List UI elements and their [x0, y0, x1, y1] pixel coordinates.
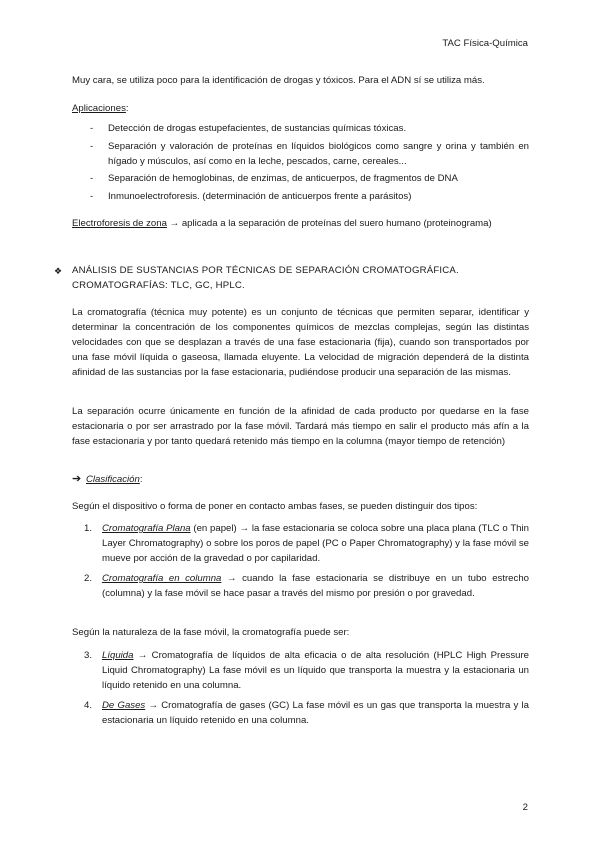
cromatografia-paragraph-1: La cromatografía (técnica muy potente) es un conjunto de técnicas que permiten separar, identificar y determinar la concentración de los componentes químicos de mezclas complejas, según las distintas velocidades con que se desplazan a través de una fase estacionaria (fija), cuando son transportados por una fase móvil líquida o gaseosa, llamada eluyente. La velocidad de migración dependerá de la distinta afinidad de las sustancias por la fase estacionaria, pudiéndose producir una separación de las mismas. [72, 307, 529, 378]
list-number: 3. [84, 650, 93, 661]
cromatografia-paragraph-2: La separación ocurre únicamente en función de la afinidad de cada producto por quedarse en la fase estacionaria o por ser arrastrado por la fase móvil. Tardará más tiempo en salir el producto más afín a la fase estacionaria y por tanto quedará retenido más tiempo en la columna (mayor tiempo de retención) [72, 406, 529, 447]
list-item-term: Cromatografía Plana [102, 523, 191, 534]
intro-dispositivo: Según el dispositivo o forma de poner en contacto ambas fases, se pueden distinguir dos tipos: [72, 501, 478, 512]
intro-paragraph: Muy cara, se utiliza poco para la identificación de drogas y tóxicos. Para el ADN sí se utiliza más. [72, 75, 485, 86]
aplicaciones-heading: Aplicaciones: [72, 103, 129, 114]
list-item-term: Líquida [102, 650, 134, 661]
section-title: ANÁLISIS DE SUSTANCIAS POR TÉCNICAS DE SEPARACIÓN CROMATOGRÁFICA. CROMATOGRAFÍAS: TLC, GC, HPLC. [72, 265, 459, 291]
aplicaciones-label: Aplicaciones [72, 103, 126, 114]
electroforesis-paragraph: Electroforesis de zona → aplicada a la separación de proteínas del suero humano (proteinograma) [72, 218, 492, 229]
diamond-bullet-icon: ❖ [54, 266, 63, 276]
list-item: Líquida → Cromatografía de líquidos de alta eficacia o de alta resolución (HPLC High Pressure Liquid Chromatography) La fase móvil es un líquido que transporta la muestra y la estacionaria un líquido retenido en una columna. [102, 650, 529, 691]
bullet-marker: - [90, 123, 94, 134]
page-header: TAC Física-Química [442, 38, 528, 49]
list-item: Cromatografía Plana (en papel) → la fase estacionaria se coloca sobre una placa plana (TLC o Thin Layer Chromatography) o sobre los poros de papel (PC o Paper Chromatography) y la fase móvil se mueve por acción de la gravedad o por capilaridad. [102, 523, 529, 564]
list-number: 4. [84, 700, 93, 711]
bullet-marker: - [90, 191, 94, 202]
electroforesis-term: Electroforesis de zona [72, 218, 167, 229]
arrow-right-icon: ➔ [72, 473, 82, 485]
intro-naturaleza: Según la naturaleza de la fase móvil, la cromatografía puede ser: [72, 627, 350, 638]
list-item: Inmunoelectroforesis. (determinación de anticuerpos frente a parásitos) [108, 191, 412, 202]
list-number: 1. [84, 523, 93, 534]
clasificacion-label: Clasificación [86, 474, 140, 485]
page-number: 2 [522, 802, 528, 813]
clasificacion-heading: Clasificación: [86, 474, 143, 485]
list-item: Separación de hemoglobinas, de enzimas, de anticuerpos, de fragmentos de DNA [108, 173, 458, 184]
bullet-marker: - [90, 173, 94, 184]
list-item: Detección de drogas estupefacientes, de sustancias químicas tóxicas. [108, 123, 407, 134]
bullet-marker: - [90, 141, 94, 152]
list-item: Separación y valoración de proteínas en líquidos biológicos como sangre y orina y también en hígado y músculos, así como en la leche, pescados, carne, cereales... [108, 141, 529, 167]
list-item: Cromatografía en columna → cuando la fase estacionaria se distribuye en un tubo estrecho (columna) y la fase móvil se hace pasar a través del mismo por presión o por gravedad. [102, 573, 529, 599]
list-item-term: De Gases [102, 700, 146, 711]
list-item: De Gases → Cromatografía de gases (GC) La fase móvil es un gas que transporta la muestra y la estacionaria un líquido retenido en una columna. [102, 700, 529, 726]
list-number: 2. [84, 573, 93, 584]
list-item-term: Cromatografía en columna [102, 573, 222, 584]
